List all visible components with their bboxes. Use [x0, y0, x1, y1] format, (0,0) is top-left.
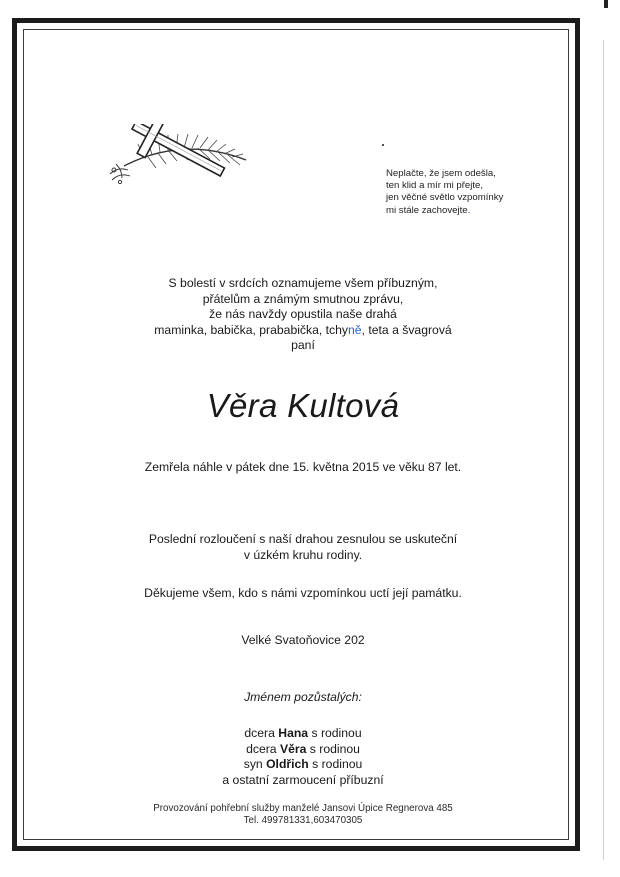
intro-line: S bolestí v srdcích oznamujeme všem příbuzným, [168, 276, 438, 290]
farewell-line: v úzkém kruhu rodiny. [243, 547, 363, 562]
poem-line: ten klid a mír mi přejte, [386, 180, 484, 192]
poem [386, 168, 536, 217]
funeral-service-phone: Tel. 499781331,603470305 [243, 815, 363, 827]
intro-line: paní [291, 338, 315, 353]
behalf-label [0, 690, 606, 706]
death-notice [0, 460, 606, 476]
family-line: dcera Věra s rodinou [246, 741, 360, 756]
farewell-line: Poslední rozloučení s naší drahou zesnulou se uskuteční [148, 532, 458, 546]
death-notice-text: Zemřela náhle v pátek dne 15. května 2015 ve věku 87 let. [144, 460, 462, 474]
address-line: Velké Svatoňovice 202 [241, 633, 365, 647]
announcement-intro [0, 276, 606, 354]
thanks-line: Děkujeme všem, kdo s námi vzpomínkou uctí její památku. [144, 586, 462, 600]
intro-line: maminka, babička, prababička, tchyně, teta a švagrová [154, 322, 452, 337]
cross-palm-icon [104, 124, 254, 188]
poem-line: Neplačte, že jsem odešla, [386, 168, 496, 179]
deceased-name: Věra Kultová [206, 387, 400, 424]
poem-line: jen věčné světlo vzpomínky [386, 192, 504, 204]
intro-line: přátelům a známým smutnou zprávu, [202, 291, 404, 306]
funeral-service-footer [0, 803, 606, 828]
thanks-text [0, 586, 606, 602]
behalf-label-text: Jménem pozůstalých: [244, 690, 362, 704]
intro-line: že nás navždy opustila naše drahá [209, 307, 397, 322]
poem-line: mi stále zachovejte. [386, 204, 471, 216]
scan-edge-mark [604, 0, 608, 8]
funeral-service-line: Provozování pohřební služby manželé Jansovi Úpice Regnerova 485 [153, 803, 453, 814]
family-line: dcera Hana s rodinou [244, 726, 362, 740]
farewell-notice [0, 532, 606, 563]
address [0, 633, 606, 649]
family-line: a ostatní zarmoucení příbuzní [222, 772, 384, 787]
family-line: syn Oldřich s rodinou [243, 757, 363, 772]
family-list [0, 726, 606, 788]
speck-mark [382, 144, 384, 146]
